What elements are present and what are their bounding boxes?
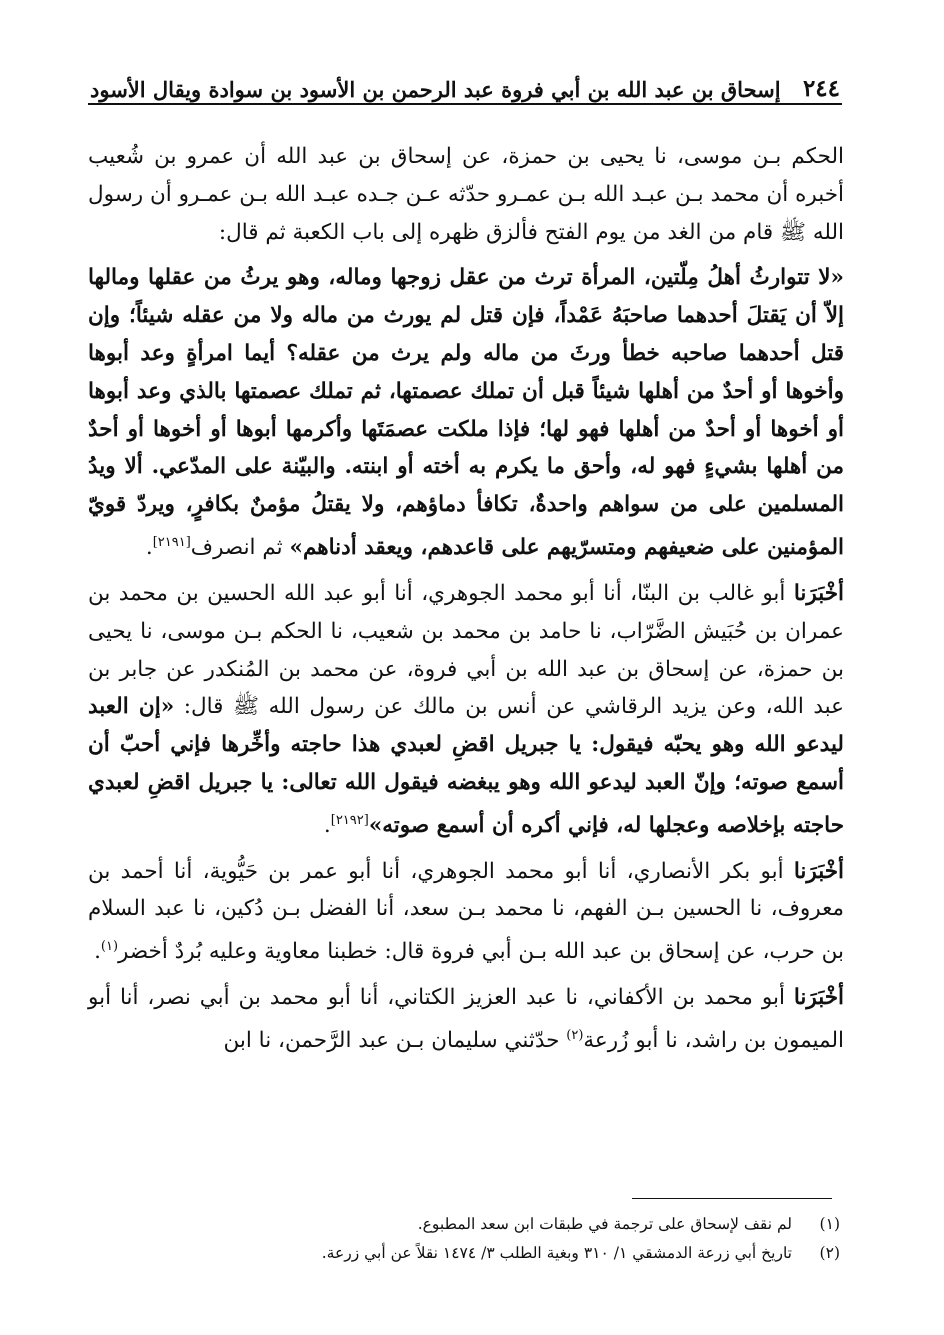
footnote — [180, 1239, 840, 1268]
hadith-text-2: «إن العبد ليدعو الله وهو يحبّه فيقول: يا جبريل اقضِ لعبدي هذا حاجته وأخِّرها فإني أحبّ أن أسمع صوته؛ وإنّ العبد ليدعو الله وهو يبغضه فيقول الله تعالى: يا جبريل اقضِ لعبدي حاجته بإخلاصه وعجلها له، فإني أكره أن أسمع صوته» — [88, 694, 844, 838]
hadith-text-1: «لا تتوارثُ أهلُ مِلّتين، المرأة ترث من عقل زوجها وماله، وهو يرثُ من عقلها ومالها إلاّ أن يَقتلَ أحدهما صاحبَهُ عَمْداً، فإن قتل لم يورث من ماله ولا من عقله شيئاً؛ وإن قتل أحدهما صاحبه خطأ ورثَ من ماله ولم يرث من عقله؟ أيما امرأةٍ وعد أبوها وأخوها أو أحدٌ من أهلها شيئاً قبل أن تملك عصمتها، ثم تملك عصمتها بالذي وعد أبوها أو أخوها أو أحدٌ من أهلها فهو لها؛ فإذا ملكت عصمَتَها وأكرمها أبوها أو أخوها أو أحدٌ من أهلها بشيءٍ فهو له، وأحق ما يكرم به أخته أو ابنته. والبيّنة على المدّعي. ألا ويدُ المسلمين على من سواهم واحدةٌ، تكافأ دماؤهم، ولا يقتلُ مؤمنٌ بكافرٍ، ويردّ قويّ المؤمنين على ضعيفهم ومتسرّيهم على قاعدهم، ويعقد أدناهم» — [88, 265, 844, 561]
paragraph-isnad-1: الحكم بـن موسى، نا يحيى بن حمزة، عن إسحاق بن عبد الله أن عمرو بن شُعيب أخبره أن محمد بـن عبـد الله بـن عمـرو حدّثه عـن جـده عبـد الله بـن عمـرو أن رسول الله ﷺ قام من الغد من يوم الفتح فألزق ظهره إلى باب الكعبة ثم قال: — [88, 144, 844, 245]
akhbarana-keyword: أخْبَرَنا — [793, 858, 844, 884]
footnote-ref-2: (٢) — [566, 1028, 584, 1043]
paragraph-isnad-2: أخْبَرَنا أبو غالب بن البنّا، أنا أبو محمد الجوهري، أنا أبو عبد الله الحسين بن محمد بن عمران بن حُبَيش الضَّرّاب، نا حامد بن محمد بن شعيب، نا الحكم بـن موسى، نا يحيى بن حمزة، عن إسحاق بن عبد الله بن أبي فروة، عن محمد بن المُنكدر عن جابر بن عبد الله، وعن يزيد الرقاشي عن أنس بن مالك عن رسول الله ﷺ قال: «إن العبد ليدعو الله وهو يحبّه فيقول: يا جبريل اقضِ لعبدي هذا حاجته وأخِّرها فإني أحبّ أن أسمع صوته؛ وإنّ العبد ليدعو الله وهو يبغضه فيقول الله تعالى: يا جبريل اقضِ لعبدي حاجته بإخلاصه وعجلها له، فإني أكره أن أسمع صوته»[٢١٩٢]. — [88, 580, 844, 838]
hadith-number-2: [٢١٩٢] — [330, 812, 369, 828]
footnote-ref-1: (١) — [100, 939, 119, 955]
page-number: ٢٤٤ — [802, 75, 840, 102]
footnote — [180, 1210, 840, 1239]
footnote-text: لم نقف لإسحاق على ترجمة في طبقات ابن سعد المطبوع. — [417, 1215, 792, 1233]
footnote-separator — [632, 1198, 832, 1199]
hadith-1-ending: ثم انصرف — [190, 535, 290, 561]
akhbarana-keyword: أخْبَرَنا — [793, 580, 844, 606]
running-header — [90, 62, 840, 102]
hadith-number-1: [٢١٩١] — [152, 534, 191, 550]
running-title: إسحاق بن عبد الله بن أبي فروة عبد الرحمن بن الأسود بن سوادة ويقال الأسود — [90, 77, 781, 102]
paragraph-hadith-1: «لا تتوارثُ أهلُ مِلّتين، المرأة ترث من عقل زوجها وماله، وهو يرثُ من عقلها ومالها إلاّ أن يَقتلَ أحدهما صاحبَهُ عَمْداً، فإن قتل لم يورث من ماله ولا من عقله شيئاً؛ وإن قتل أحدهما صاحبه خطأ ورثَ من ماله ولم يرث من عقله؟ أيما امرأةٍ وعد أبوها وأخوها أو أحدٌ من أهلها شيئاً قبل أن تملك عصمتها، ثم تملك عصمتها بالذي وعد أبوها أو أخوها أو أحدٌ من أهلها فهو لها؛ فإذا ملكت عصمَتَها وأكرمها أبوها أو أخوها أو أحدٌ من أهلها بشيءٍ فهو له، وأحق ما يكرم به أخته أو ابنته. والبيّنة على المدّعي. ألا ويدُ المسلمين على من سواهم واحدةٌ، تكافأ دماؤهم، ولا يقتلُ مؤمنٌ بكافرٍ، ويردّ قويّ المؤمنين على ضعيفهم ومتسرّيهم على قاعدهم، ويعقد أدناهم» ثم انصرف[٢١٩١]. — [88, 265, 844, 561]
akhbarana-keyword: أخْبَرَنا — [793, 985, 844, 1011]
paragraph-isnad-4: أخْبَرَنا أبو محمد بن الأكفاني، نا عبد العزيز الكتاني، أنا أبو محمد بن أبي نصر، أنا أبو الميمون بن راشد، نا أبو زُرعة$^{(٢)}$ حدّثني سليمان بـن عبد الرَّحمن، نا ابن — [88, 985, 844, 1054]
footnotes — [180, 1210, 840, 1268]
footnote-number: (١) — [819, 1215, 840, 1233]
footnote-text: تاريخ أبي زرعة الدمشقي ١/ ٣١٠ وبغية الطلب ٣/ ١٤٧٤ نقلاً عن أبي زرعة. — [321, 1244, 792, 1262]
header-rule — [88, 103, 842, 105]
paragraph-isnad-3: أخْبَرَنا أبو بكر الأنصاري، أنا أبو محمد الجوهري، أنا أبو عمر بن حَيُّوية، أنا أحمد بن معروف، نا الحسين بـن الفهم، نا محمد بـن سعد، أنا الفضل بـن دُكين، نا عبد السلام بن حرب، عن إسحاق بن عبد الله بـن أبي فروة قال: خطبنا معاوية وعليه بُردٌ أخضر$^{(١)}$. — [88, 858, 844, 965]
footnote-number: (٢) — [819, 1244, 840, 1262]
main-text — [88, 138, 844, 1060]
